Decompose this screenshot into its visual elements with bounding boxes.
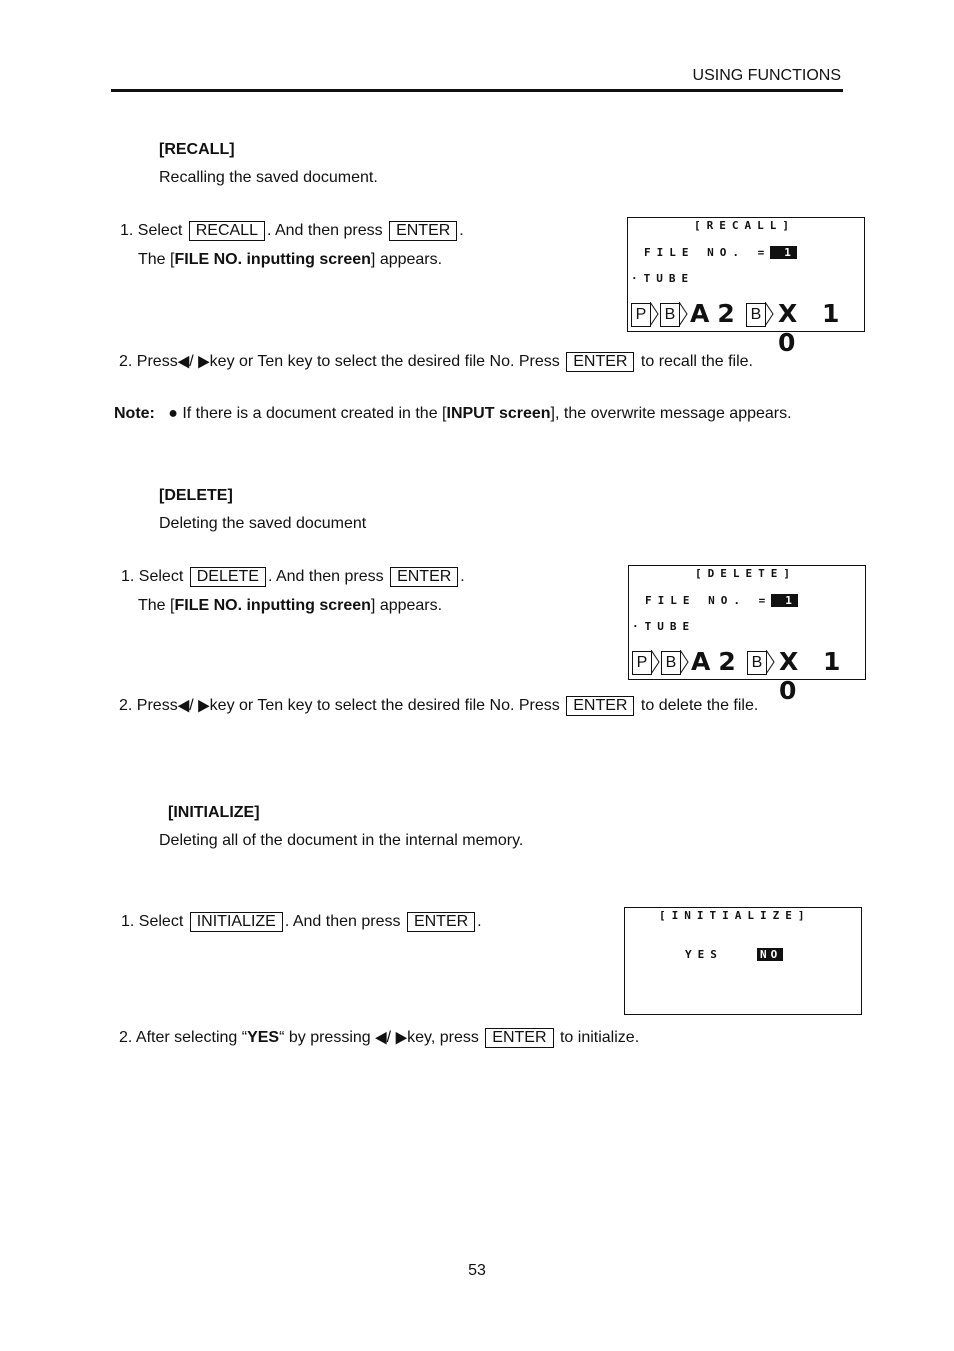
delete-step1b	[138, 596, 442, 616]
recall-note	[114, 404, 792, 424]
right-arrow-icon: ▶	[198, 696, 210, 715]
header-rule	[111, 89, 843, 92]
initialize-description: Deleting all of the document in the internal memory.	[159, 832, 524, 849]
initialize-step2-pre: 2. After selecting “	[119, 1029, 248, 1046]
lcd-a-num: 2	[717, 299, 743, 328]
lcd-x-value	[779, 647, 865, 705]
lcd-file-row	[644, 246, 797, 259]
lcd-b-box: B	[660, 303, 680, 327]
delete-step1	[121, 567, 465, 587]
lcd-tube-label: ·TUBE	[631, 272, 695, 285]
recall-step1b	[138, 250, 442, 270]
recall-step2: 2. Press◀/ ▶key or Ten key to select the desired file No. Press ENTER to recall the file.	[119, 352, 753, 372]
note-post: ], the overwrite message appears.	[550, 405, 792, 422]
initialize-title: [INITIALIZE]	[168, 804, 260, 821]
lcd-file-label: FILE NO. =	[645, 594, 772, 607]
initialize-step2-bold: YES	[247, 1029, 280, 1046]
recall-lcd-screen	[627, 217, 865, 357]
recall-step1b-bold: FILE NO. inputting screen	[174, 251, 371, 268]
lcd-a-num: 2	[718, 647, 744, 676]
recall-step2-end: to recall the file.	[640, 353, 753, 370]
note-label: Note:	[114, 405, 155, 422]
initialize-step2: 2. After selecting “YES“ by pressing ◀/ ▶key, press ENTER to initialize.	[119, 1028, 639, 1048]
lcd-b2-box: B	[746, 303, 766, 327]
recall-step1	[120, 221, 464, 241]
recall-key: RECALL	[189, 221, 265, 241]
enter-key: ENTER	[566, 352, 634, 372]
note-bold: INPUT screen	[446, 405, 551, 422]
initialize-key: INITIALIZE	[190, 912, 283, 932]
recall-title: [RECALL]	[159, 141, 235, 158]
delete-step2: 2. Press◀/ ▶key or Ten key to select the desired file No. Press ENTER to delete the file.	[119, 696, 758, 716]
lcd-x-num: 1 0	[778, 299, 848, 357]
enter-key: ENTER	[485, 1028, 553, 1048]
lcd-file-value: 1	[771, 594, 798, 607]
recall-step1b-post: ] appears.	[370, 251, 443, 268]
left-arrow-icon: ◀	[375, 1028, 387, 1047]
lcd-a-label: A	[690, 299, 718, 328]
initialize-step1-mid: . And then press	[284, 913, 401, 930]
lcd-arrow-icon	[650, 302, 660, 326]
lcd-a-value	[690, 299, 743, 328]
recall-step1b-pre: The [	[138, 251, 175, 268]
lcd-p-box: P	[631, 303, 651, 327]
delete-step1b-post: ] appears.	[370, 597, 443, 614]
left-arrow-icon: ◀	[177, 696, 190, 715]
recall-description: Recalling the saved document.	[159, 169, 378, 186]
recall-step1-prefix: 1. Select	[120, 222, 183, 239]
delete-key: DELETE	[190, 567, 266, 587]
lcd-b2-box: B	[747, 651, 767, 675]
delete-step2-prefix: 2. Press	[119, 697, 178, 714]
lcd-title: [INITIALIZE]	[659, 909, 811, 922]
lcd-arrow-icon	[765, 302, 775, 326]
initialize-step1-prefix: 1. Select	[121, 913, 184, 930]
recall-step2-mid: key or Ten key to select the desired file No. Press	[209, 353, 560, 370]
delete-description: Deleting the saved document	[159, 515, 367, 532]
lcd-x-value	[778, 299, 864, 357]
delete-step1-end: .	[460, 568, 465, 585]
enter-key: ENTER	[407, 912, 475, 932]
delete-lcd-screen	[628, 565, 866, 705]
lcd-title: [DELETE]	[695, 567, 796, 580]
lcd-x-label: X	[779, 647, 807, 676]
delete-title: [DELETE]	[159, 487, 233, 504]
lcd-x-num: 1 0	[779, 647, 849, 705]
lcd-no-option: NO	[757, 948, 783, 961]
note-pre: ● If there is a document created in the [	[168, 405, 447, 422]
lcd-yes-option: YES	[685, 948, 723, 961]
initialize-step1	[121, 912, 482, 932]
delete-step1b-bold: FILE NO. inputting screen	[174, 597, 371, 614]
lcd-p-box: P	[632, 651, 652, 675]
lcd-b-box: B	[661, 651, 681, 675]
initialize-step2-end: to initialize.	[559, 1029, 640, 1046]
recall-step1-end: .	[459, 222, 464, 239]
enter-key: ENTER	[389, 221, 457, 241]
enter-key: ENTER	[390, 567, 458, 587]
recall-step2-prefix: 2. Press	[119, 353, 178, 370]
delete-step2-end: to delete the file.	[640, 697, 759, 714]
initialize-step2-mid2: key, press	[407, 1029, 479, 1046]
lcd-x-label: X	[778, 299, 806, 328]
lcd-a-label: A	[691, 647, 719, 676]
lcd-tube-label: ·TUBE	[632, 620, 696, 633]
page-number: 53	[468, 1262, 486, 1279]
lcd-arrow-icon	[679, 302, 689, 326]
delete-step1-prefix: 1. Select	[121, 568, 184, 585]
delete-step1-mid: . And then press	[267, 568, 384, 585]
initialize-step2-mid: “ by pressing	[279, 1029, 371, 1046]
lcd-a-value	[691, 647, 744, 676]
lcd-file-row	[645, 594, 798, 607]
lcd-file-label: FILE NO. =	[644, 246, 771, 259]
initialize-lcd-screen	[624, 907, 862, 1015]
enter-key: ENTER	[566, 696, 634, 716]
right-arrow-icon: ▶	[395, 1028, 408, 1047]
lcd-file-value: 1	[770, 246, 797, 259]
recall-step1-mid: . And then press	[266, 222, 383, 239]
lcd-arrow-icon	[766, 650, 776, 674]
lcd-arrow-icon	[651, 650, 661, 674]
left-arrow-icon: ◀	[177, 352, 190, 371]
lcd-title: [RECALL]	[694, 219, 795, 232]
right-arrow-icon: ▶	[198, 352, 210, 371]
delete-step2-mid: key or Ten key to select the desired file No. Press	[209, 697, 560, 714]
running-header: USING FUNCTIONS	[692, 67, 841, 84]
delete-step1b-pre: The [	[138, 597, 175, 614]
initialize-step1-end: .	[477, 913, 482, 930]
lcd-arrow-icon	[680, 650, 690, 674]
